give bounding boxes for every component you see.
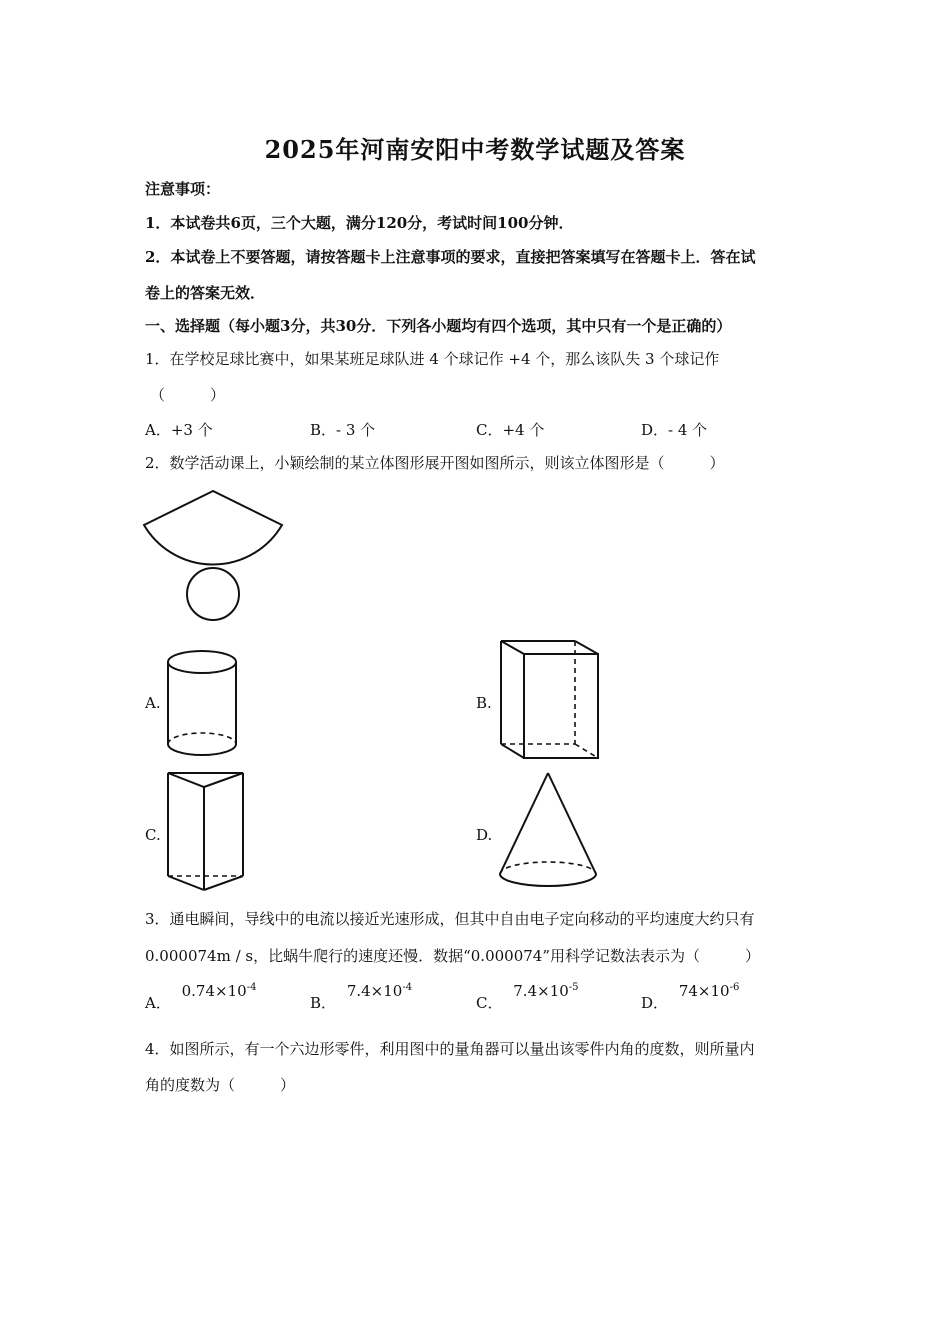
q3-option-b-letter: B． — [310, 994, 337, 1012]
q2-cylinder-figure — [165, 646, 241, 756]
q3-option-b-base: 7.4×10 — [346, 982, 403, 1000]
q2-stem: 2．数学活动课上，小颖绘制的某立体图形展开图如图所示，则该立体图形是（ ） — [145, 454, 725, 472]
q3-stem-line-1: 3．通电瞬间，导线中的电流以接近光速形成，但其中自由电子定向移动的平均速度大约只有 — [145, 910, 755, 928]
q3-option-c-base: 7.4×10 — [513, 982, 569, 1000]
q2-option-d: D. — [476, 826, 493, 844]
q1-stem-line-2: （ ） — [150, 386, 226, 404]
q2-cone-figure — [497, 770, 601, 894]
q3-option-d-letter: D． — [641, 994, 669, 1012]
q3-option-d-base: 74×10 — [678, 982, 730, 1000]
q1-option-c: C．+4 个 — [476, 421, 545, 439]
q1-option-b: B．- 3 个 — [310, 421, 376, 439]
q2-cuboid-figure — [498, 638, 602, 762]
q3-option-b-value — [347, 982, 412, 1000]
q2-option-b: B. — [476, 694, 492, 712]
section-1-heading: 一、选择题（每小题3分，共30分．下列各小题均有四个选项，其中只有一个是正确的） — [145, 317, 732, 335]
page-title: 2025年河南安阳中考数学试题及答案 — [264, 135, 686, 164]
notice-heading: 注意事项： — [145, 180, 221, 198]
notice-item-2-line-1: 2．本试卷上不要答题，请按答题卡上注意事项的要求，直接把答案填写在答题卡上．答在试 — [145, 248, 756, 266]
q3-option-d-exponent: -6 — [729, 982, 740, 993]
q3-option-c-letter: C． — [476, 994, 503, 1012]
q1-stem-line-1: 1．在学校足球比赛中，如果某班足球队进 4 个球记作 +4 个，那么该队失 3 个球记作 — [145, 350, 720, 368]
notice-item-1: 1．本试卷共6页，三个大题，满分120分，考试时间100分钟． — [145, 214, 574, 232]
q2-option-c: C. — [145, 826, 161, 844]
q3-option-a-value — [182, 982, 257, 1000]
q4-stem-line-1: 4．如图所示，有一个六边形零件，利用图中的量角器可以量出该零件内角的度数，则所量内 — [145, 1040, 755, 1058]
q2-net-figure — [140, 488, 290, 628]
q3-option-a-letter: A． — [145, 994, 171, 1012]
q3-option-a-exponent: -4 — [246, 982, 257, 993]
q2-prism-figure — [165, 770, 247, 894]
q3-option-a-base: 0.74×10 — [181, 982, 247, 1000]
q3-option-c-exponent: -5 — [568, 982, 579, 993]
q1-option-a: A．+3 个 — [145, 421, 213, 439]
q3-option-b-exponent: -4 — [402, 982, 413, 993]
q1-option-d: D．- 4 个 — [641, 421, 708, 439]
q3-option-d-value — [679, 982, 740, 1000]
notice-item-2-line-2: 卷上的答案无效． — [145, 284, 266, 302]
q2-option-a: A. — [145, 694, 161, 712]
q3-option-c-value — [513, 982, 578, 1000]
q4-stem-line-2: 角的度数为（ ） — [145, 1076, 296, 1094]
q3-stem-line-2: 0.000074m / s，比蜗牛爬行的速度还慢．数据“0.000074”用科学记数法表示为（ ） — [145, 947, 760, 965]
